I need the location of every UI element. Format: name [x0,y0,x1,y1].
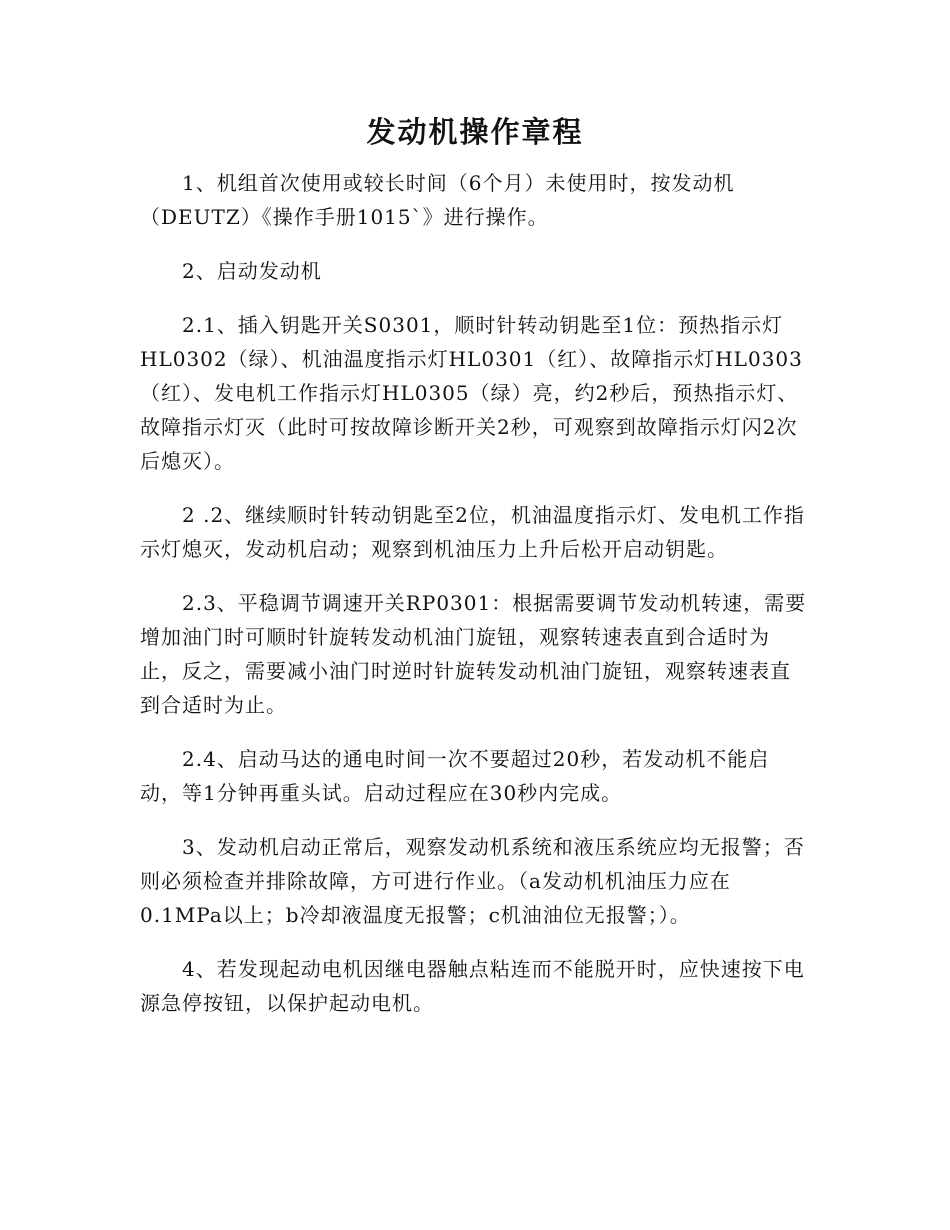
paragraph-2: 2、启动发动机 [182,259,322,283]
paragraph-2-1: 2.1、插入钥匙开关S0301，顺时针转动钥匙至1位：预热指示灯HL0302（绿）、机油温度指示灯HL0301（红）、故障指示灯HL0303（红）、发电机工作指示灯HL0305（绿）亮，约2秒后，预热指示灯、故障指示灯灭（此时可按故障诊断开关2秒，可观察到故障指示灯闪2次后熄灭）。 [140,313,803,473]
paragraph-2-3: 2.3、平稳调节调速开关RP0301：根据需要调节发动机转速，需要增加油门时可顺时针旋转发动机油门旋钮，观察转速表直到合适时为止，反之，需要减小油门时逆时针旋转发动机油门旋钮，观察转速表直到合适时为止。 [140,591,807,717]
paragraph-2-4: 2.4、启动马达的通电时间一次不要超过20秒，若发动机不能启动，等1分钟再重头试。启动过程应在30秒内完成。 [140,747,770,805]
paragraph-3: 3、发动机启动正常后，观察发动机系统和液压系统应均无报警；否则必须检查并排除故障，方可进行作业。（a发动机机油压力应在0.1MPa以上；b冷却液温度无报警；c机油油位无报警；）。 [140,835,805,927]
document-body [140,166,810,1040]
paragraph-2-2: 2 .2、继续顺时针转动钥匙至2位，机油温度指示灯、发电机工作指示灯熄灭，发动机启动；观察到机油压力上升后松开启动钥匙。 [140,503,805,561]
paragraph-1: 1、机组首次使用或较长时间（6个月）未使用时，按发动机（DEUTZ）《操作手册1015`》进行操作。 [140,171,735,229]
paragraph-4: 4、若发现起动电机因继电器触点粘连而不能脱开时，应快速按下电源急停按钮，以保护起动电机。 [140,957,805,1015]
document-title: 发动机操作章程 [366,115,584,149]
